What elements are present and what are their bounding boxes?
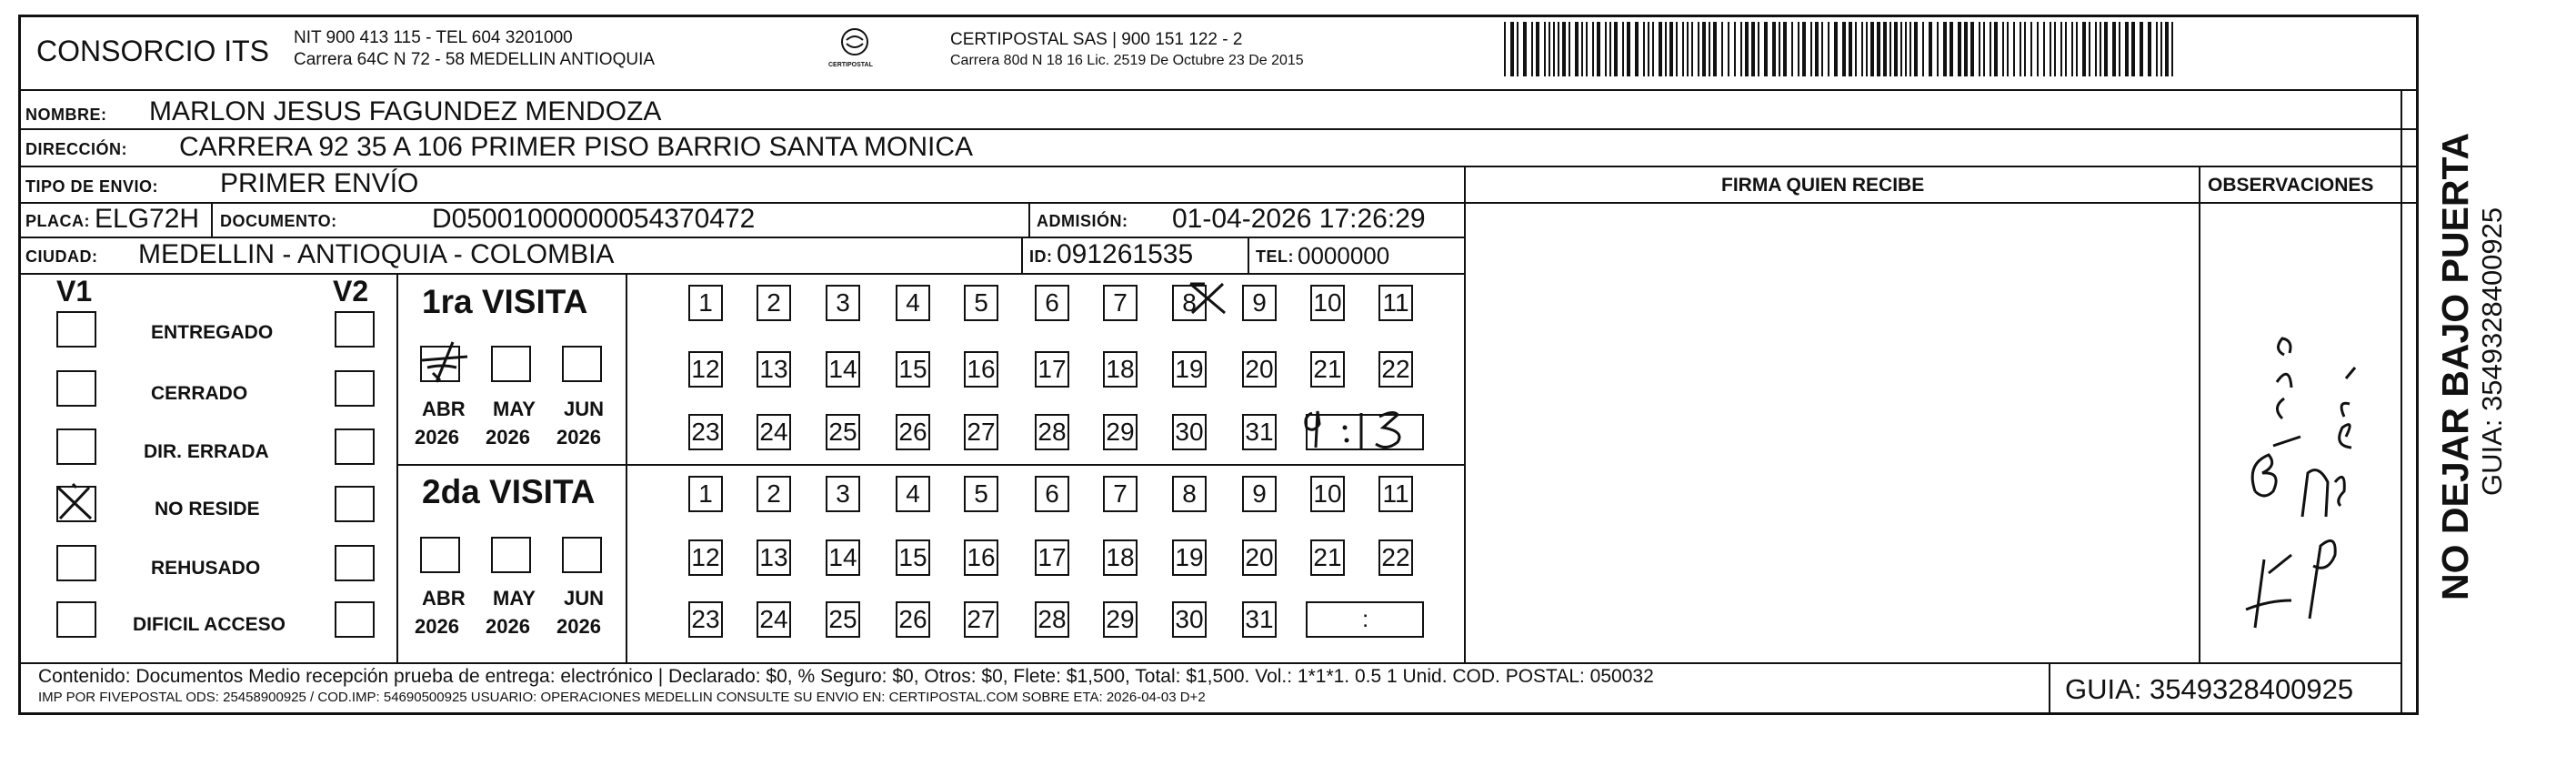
footer-line-1: Contenido: Documentos Medio recepción prueba de entrega: electrónico | Declarado: $0, % Seguro: $0, Otros: $0, Flete: $1,500, Total: $1,500. Vol.: 1*1*1. 0.5 1 Unid. COD. POSTAL: 050032 bbox=[38, 666, 1654, 687]
barcode-bar bbox=[1821, 22, 1823, 76]
barcode-bar bbox=[2095, 22, 2097, 76]
barcode-bar bbox=[2082, 22, 2086, 76]
nombre-label: NOMBRE: bbox=[25, 106, 107, 124]
barcode-bar bbox=[1772, 22, 1776, 76]
day-box-28[interactable]: 28 bbox=[1035, 601, 1069, 638]
observaciones-header: OBSERVACIONES bbox=[2208, 175, 2374, 196]
barcode-bar bbox=[2140, 22, 2143, 76]
tipo-label: TIPO DE ENVIO: bbox=[25, 177, 159, 196]
day-box-3[interactable]: 3 bbox=[826, 285, 860, 321]
v2-checkbox[interactable] bbox=[335, 428, 375, 465]
v2-checkbox[interactable] bbox=[335, 601, 375, 638]
barcode-bar bbox=[1914, 22, 1918, 76]
barcode-bar bbox=[1883, 22, 1887, 76]
day-box-6[interactable]: 6 bbox=[1035, 476, 1069, 512]
day-box-7[interactable]: 7 bbox=[1103, 285, 1138, 321]
barcode-bar bbox=[2013, 22, 2015, 76]
barcode-bar bbox=[1758, 22, 1759, 76]
day-box-15[interactable]: 15 bbox=[896, 351, 930, 388]
barcode-bar bbox=[1909, 22, 1911, 76]
divider bbox=[2199, 166, 2200, 662]
documento-label: DOCUMENTO: bbox=[220, 212, 337, 230]
v1-checkbox[interactable] bbox=[56, 601, 96, 638]
barcode-bar bbox=[1669, 22, 1673, 76]
admision-value: 01-04-2026 17:26:29 bbox=[1172, 204, 1426, 234]
day-box-24[interactable]: 24 bbox=[757, 414, 791, 450]
divider bbox=[1464, 202, 2401, 204]
day-box-21[interactable]: 21 bbox=[1310, 351, 1345, 388]
barcode-bar bbox=[1702, 22, 1706, 76]
barcode-bar bbox=[2104, 22, 2108, 76]
ciudad-value: MEDELLIN - ANTIOQUIA - COLOMBIA bbox=[138, 239, 615, 269]
barcode-bar bbox=[1544, 22, 1546, 76]
barcode-bar bbox=[1791, 22, 1793, 76]
day-box-23[interactable]: 23 bbox=[688, 414, 723, 450]
year-label: 2026 bbox=[415, 615, 459, 638]
divider bbox=[396, 273, 398, 662]
barcode-bar bbox=[1709, 22, 1710, 76]
tel-value: 0000000 bbox=[1298, 242, 1390, 269]
day-box-4[interactable]: 4 bbox=[896, 285, 930, 321]
status-label: DIFICIL ACCESO bbox=[133, 614, 286, 635]
barcode-bar bbox=[1635, 22, 1639, 76]
day-box-26[interactable]: 26 bbox=[896, 414, 930, 450]
barcode-bar bbox=[1798, 22, 1799, 76]
certipostal-line: CERTIPOSTAL SAS | 900 151 122 - 2 bbox=[950, 30, 1243, 49]
barcode-bar bbox=[2060, 22, 2062, 76]
barcode-bar bbox=[1855, 22, 1857, 76]
barcode-bar bbox=[2112, 22, 2116, 76]
barcode-bar bbox=[1745, 22, 1749, 76]
day-box-4[interactable]: 4 bbox=[896, 476, 930, 512]
footer-line-2: IMP POR FIVEPOSTAL ODS: 25458900925 / COD.IMP: 54690500925 USUARIO: OPERACIONES MEDELLIN CONSULTE SU ENVIO EN: CERTIPOSTAL.COM SOBRE ETA: 2026-04-03 D+2 bbox=[38, 690, 1206, 705]
day-box-26[interactable]: 26 bbox=[896, 601, 930, 638]
barcode-bar bbox=[1597, 22, 1600, 76]
barcode-bar bbox=[1870, 22, 1874, 76]
barcode-bar bbox=[2020, 22, 2021, 76]
barcode-bar bbox=[2171, 22, 2173, 76]
certipostal-logo bbox=[828, 25, 877, 71]
barcode-bar bbox=[1523, 22, 1527, 76]
divider bbox=[18, 89, 2419, 91]
divider bbox=[2401, 89, 2402, 715]
day-box-11[interactable]: 11 bbox=[1378, 476, 1413, 512]
day-box-15[interactable]: 15 bbox=[896, 539, 930, 576]
day-box-27[interactable]: 27 bbox=[964, 414, 998, 450]
footer-guia: GUIA: 3549328400925 bbox=[2065, 673, 2354, 705]
year-label: 2026 bbox=[556, 615, 601, 638]
v2-label: V2 bbox=[333, 275, 369, 307]
barcode-bar bbox=[2043, 22, 2045, 76]
month-checkbox[interactable] bbox=[491, 537, 531, 573]
month-checkbox[interactable] bbox=[562, 537, 602, 573]
barcode-bar bbox=[1691, 22, 1693, 76]
day-box-30[interactable]: 30 bbox=[1172, 414, 1207, 450]
barcode-bar bbox=[1581, 22, 1583, 76]
barcode-bar bbox=[1627, 22, 1630, 76]
barcode-bar bbox=[1900, 22, 1902, 76]
handwritten-observation bbox=[2219, 328, 2364, 637]
barcode-bar bbox=[2024, 22, 2026, 76]
v1-checkbox[interactable] bbox=[56, 370, 96, 407]
divider bbox=[1028, 202, 1030, 237]
barcode-bar bbox=[1958, 22, 1961, 76]
barcode-bar bbox=[2007, 22, 2009, 76]
day-box-7[interactable]: 7 bbox=[1103, 476, 1138, 512]
day-box-6[interactable]: 6 bbox=[1035, 285, 1069, 321]
barcode-bar bbox=[1764, 22, 1768, 76]
barcode-bar bbox=[1740, 22, 1742, 76]
day-box-28[interactable]: 28 bbox=[1035, 414, 1069, 450]
nit-line: NIT 900 413 115 - TEL 604 3201000 bbox=[294, 28, 573, 47]
status-label: CERRADO bbox=[151, 383, 248, 404]
day-box-31[interactable]: 31 bbox=[1242, 414, 1277, 450]
second-visit-title: 2da VISITA bbox=[422, 473, 596, 510]
barcode-bar bbox=[1894, 22, 1898, 76]
year-label: 2026 bbox=[486, 615, 530, 638]
barcode-bar bbox=[2002, 22, 2004, 76]
barcode-bar bbox=[1979, 22, 1980, 76]
day-box-29[interactable]: 29 bbox=[1103, 601, 1138, 638]
divider bbox=[1464, 166, 1466, 662]
day-box-5[interactable]: 5 bbox=[964, 476, 998, 512]
day-box-3[interactable]: 3 bbox=[826, 476, 860, 512]
day-box-12[interactable]: 12 bbox=[688, 539, 723, 576]
barcode-bar bbox=[1517, 22, 1519, 76]
barcode-bar bbox=[1802, 22, 1806, 76]
day-box-23[interactable]: 23 bbox=[688, 601, 723, 638]
v1-checkbox[interactable] bbox=[56, 311, 96, 348]
address-line: Carrera 64C N 72 - 58 MEDELLIN ANTIOQUIA bbox=[294, 50, 656, 69]
barcode-bar bbox=[1648, 22, 1649, 76]
barcode-bar bbox=[1834, 22, 1838, 76]
month-checkbox[interactable] bbox=[491, 346, 531, 382]
barcode-bar bbox=[1983, 22, 1985, 76]
barcode-bar bbox=[1687, 22, 1689, 76]
barcode-bar bbox=[2165, 22, 2169, 76]
status-label: NO RESIDE bbox=[155, 499, 260, 519]
v2-checkbox[interactable] bbox=[335, 486, 375, 522]
barcode-bar bbox=[1698, 22, 1699, 76]
side-guia: GUIA: 3549328400925 bbox=[2476, 207, 2508, 496]
day-box-1[interactable]: 1 bbox=[688, 285, 723, 321]
month-label: ABR bbox=[422, 587, 466, 610]
v1-checkbox[interactable] bbox=[56, 428, 96, 465]
divider bbox=[1248, 237, 1249, 273]
barcode-bar bbox=[2065, 22, 2067, 76]
year-label: 2026 bbox=[556, 426, 601, 449]
barcode-bar bbox=[1504, 22, 1506, 76]
firma-header: FIRMA QUIEN RECIBE bbox=[1721, 175, 1925, 196]
barcode-bar bbox=[1783, 22, 1787, 76]
status-label: REHUSADO bbox=[151, 558, 261, 579]
barcode-bar bbox=[1877, 22, 1880, 76]
divider bbox=[2049, 662, 2050, 715]
month-checkbox[interactable] bbox=[562, 346, 602, 382]
day-box-1[interactable]: 1 bbox=[688, 476, 723, 512]
day-box-9[interactable]: 9 bbox=[1242, 476, 1277, 512]
barcode-bar bbox=[1713, 22, 1717, 76]
barcode-bar bbox=[1861, 22, 1863, 76]
placa-label: PLACA: bbox=[25, 212, 90, 230]
day-box-10[interactable]: 10 bbox=[1310, 476, 1345, 512]
barcode-bar bbox=[1842, 22, 1846, 76]
barcode-bar bbox=[2071, 22, 2073, 76]
barcode-bar bbox=[2030, 22, 2032, 76]
barcode-bar bbox=[1549, 22, 1550, 76]
direccion-value: CARRERA 92 35 A 106 PRIMER PISO BARRIO SANTA MONICA bbox=[179, 132, 974, 162]
v2-checkbox[interactable] bbox=[335, 311, 375, 348]
barcode-bar bbox=[2076, 22, 2078, 76]
barcode-bar bbox=[1866, 22, 1868, 76]
barcode-bar bbox=[1586, 22, 1588, 76]
side-warning: NO DEJAR BAJO PUERTA bbox=[2434, 132, 2476, 600]
day-box-25[interactable]: 25 bbox=[826, 414, 860, 450]
day-box-16[interactable]: 16 bbox=[964, 539, 998, 576]
day-box-11[interactable]: 11 bbox=[1378, 285, 1413, 321]
barcode-bar bbox=[1728, 22, 1729, 76]
barcode-bar bbox=[2037, 22, 2039, 76]
day-box-19[interactable]: 19 bbox=[1172, 539, 1207, 576]
month-label: JUN bbox=[564, 587, 605, 610]
day-checkmark bbox=[1187, 280, 1228, 317]
barcode-bar bbox=[1929, 22, 1932, 76]
barcode-bar bbox=[2125, 22, 2129, 76]
month-label: ABR bbox=[422, 398, 466, 420]
barcode-bar bbox=[1905, 22, 1907, 76]
divider bbox=[18, 128, 2419, 130]
logo-text: CERTIPOSTAL bbox=[828, 62, 873, 68]
month-checkbox[interactable] bbox=[420, 537, 460, 573]
day-box-16[interactable]: 16 bbox=[964, 351, 998, 388]
barcode-bar bbox=[1950, 22, 1953, 76]
day-box-22[interactable]: 22 bbox=[1378, 539, 1413, 576]
barcode-bar bbox=[2119, 22, 2120, 76]
day-box-19[interactable]: 19 bbox=[1172, 351, 1207, 388]
id-value: 091261535 bbox=[1057, 239, 1194, 269]
divider bbox=[18, 166, 2419, 167]
barcode-bar bbox=[1751, 22, 1755, 76]
month-label: MAY bbox=[493, 398, 536, 420]
id-label: ID: bbox=[1029, 247, 1053, 266]
day-box-10[interactable]: 10 bbox=[1310, 285, 1345, 321]
day-box-31[interactable]: 31 bbox=[1242, 601, 1277, 638]
nombre-value: MARLON JESUS FAGUNDEZ MENDOZA bbox=[149, 96, 662, 126]
barcode-bar bbox=[1734, 22, 1736, 76]
day-box-25[interactable]: 25 bbox=[826, 601, 860, 638]
first-visit-title: 1ra VISITA bbox=[422, 283, 588, 320]
divider bbox=[626, 273, 627, 662]
barcode-bar bbox=[2148, 22, 2151, 76]
barcode-bar bbox=[2156, 22, 2158, 76]
tipo-value: PRIMER ENVÍO bbox=[220, 168, 419, 198]
day-box-13[interactable]: 13 bbox=[757, 539, 791, 576]
barcode-bar bbox=[2131, 22, 2135, 76]
barcode-bar bbox=[1682, 22, 1684, 76]
barcode-bar bbox=[1889, 22, 1891, 76]
barcode-bar bbox=[2050, 22, 2051, 76]
barcode-bar bbox=[2054, 22, 2056, 76]
day-box-9[interactable]: 9 bbox=[1242, 285, 1277, 321]
barcode-bar bbox=[1575, 22, 1579, 76]
day-box-14[interactable]: 14 bbox=[826, 539, 860, 576]
month-label: MAY bbox=[493, 587, 536, 610]
day-box-2[interactable]: 2 bbox=[757, 285, 791, 321]
v1-checkbox[interactable] bbox=[56, 545, 96, 581]
barcode-bar bbox=[1721, 22, 1723, 76]
time-separator: : bbox=[1362, 605, 1369, 632]
day-box-29[interactable]: 29 bbox=[1103, 414, 1138, 450]
barcode-bar bbox=[1659, 22, 1662, 76]
barcode-bar bbox=[1558, 22, 1559, 76]
barcode-bar bbox=[1849, 22, 1852, 76]
status-label: DIR. ERRADA bbox=[144, 441, 269, 462]
barcode-bar bbox=[1964, 22, 1968, 76]
barcode bbox=[1502, 22, 2182, 82]
day-box-17[interactable]: 17 bbox=[1035, 351, 1069, 388]
year-label: 2026 bbox=[486, 426, 530, 449]
barcode-bar bbox=[1614, 22, 1618, 76]
tel-label: TEL: bbox=[1256, 247, 1294, 266]
admision-label: ADMISIÓN: bbox=[1037, 212, 1128, 230]
v1-label: V1 bbox=[56, 275, 93, 307]
handwritten-time bbox=[1296, 400, 1441, 459]
day-box-17[interactable]: 17 bbox=[1035, 539, 1069, 576]
divider bbox=[18, 662, 2401, 664]
barcode-bar bbox=[1609, 22, 1611, 76]
divider bbox=[211, 202, 213, 237]
barcode-bar bbox=[2089, 22, 2090, 76]
day-box-14[interactable]: 14 bbox=[826, 351, 860, 388]
v2-checkbox[interactable] bbox=[335, 370, 375, 407]
barcode-bar bbox=[1943, 22, 1947, 76]
status-label: ENTREGADO bbox=[151, 322, 274, 343]
divider bbox=[18, 273, 1464, 275]
day-box-8[interactable]: 8 bbox=[1172, 476, 1207, 512]
barcode-bar bbox=[1510, 22, 1514, 76]
ciudad-label: CIUDAD: bbox=[25, 247, 98, 266]
barcode-bar bbox=[1553, 22, 1555, 76]
day-box-27[interactable]: 27 bbox=[964, 601, 998, 638]
barcode-bar bbox=[1622, 22, 1624, 76]
day-box-30[interactable]: 30 bbox=[1172, 601, 1207, 638]
day-box-20[interactable]: 20 bbox=[1242, 539, 1277, 576]
divider bbox=[1021, 237, 1023, 273]
placa-value: ELG72H bbox=[95, 204, 200, 234]
barcode-bar bbox=[1815, 22, 1819, 76]
day-box-20[interactable]: 20 bbox=[1242, 351, 1277, 388]
barcode-bar bbox=[1665, 22, 1667, 76]
barcode-bar bbox=[1569, 22, 1570, 76]
certipostal-address: Carrera 80d N 18 16 Lic. 2519 De Octubre 23 De 2015 bbox=[950, 53, 1304, 68]
day-box-5[interactable]: 5 bbox=[964, 285, 998, 321]
barcode-bar bbox=[1643, 22, 1645, 76]
barcode-bar bbox=[1531, 22, 1533, 76]
barcode-bar bbox=[1652, 22, 1654, 76]
day-box-13[interactable]: 13 bbox=[757, 351, 791, 388]
barcode-bar bbox=[1562, 22, 1566, 76]
direccion-label: DIRECCIÓN: bbox=[25, 140, 127, 158]
day-box-18[interactable]: 18 bbox=[1103, 539, 1138, 576]
barcode-bar bbox=[1922, 22, 1924, 76]
documento-value: D05001000000054370472 bbox=[432, 204, 756, 234]
barcode-bar bbox=[1990, 22, 1991, 76]
barcode-bar bbox=[1810, 22, 1812, 76]
day-box-21[interactable]: 21 bbox=[1310, 539, 1345, 576]
barcode-bar bbox=[1970, 22, 1974, 76]
day-box-24[interactable]: 24 bbox=[757, 601, 791, 638]
barcode-bar bbox=[1676, 22, 1678, 76]
day-box-2[interactable]: 2 bbox=[757, 476, 791, 512]
barcode-bar bbox=[1536, 22, 1539, 76]
month-checkmark bbox=[420, 340, 469, 386]
day-box-8[interactable]: 8 bbox=[1172, 285, 1207, 321]
status-checkmark bbox=[53, 482, 98, 524]
barcode-bar bbox=[1592, 22, 1594, 76]
year-label: 2026 bbox=[415, 426, 459, 449]
divider bbox=[396, 464, 1464, 466]
barcode-bar bbox=[2100, 22, 2101, 76]
barcode-bar bbox=[2160, 22, 2162, 76]
barcode-bar bbox=[1937, 22, 1939, 76]
v2-checkbox[interactable] bbox=[335, 545, 375, 581]
day-box-22[interactable]: 22 bbox=[1378, 351, 1413, 388]
company-name: CONSORCIO ITS bbox=[36, 35, 270, 67]
day-box-12[interactable]: 12 bbox=[688, 351, 723, 388]
day-box-18[interactable]: 18 bbox=[1103, 351, 1138, 388]
barcode-bar bbox=[1605, 22, 1607, 76]
barcode-bar bbox=[1779, 22, 1780, 76]
barcode-bar bbox=[1828, 22, 1829, 76]
barcode-bar bbox=[1994, 22, 1998, 76]
month-label: JUN bbox=[564, 398, 605, 420]
